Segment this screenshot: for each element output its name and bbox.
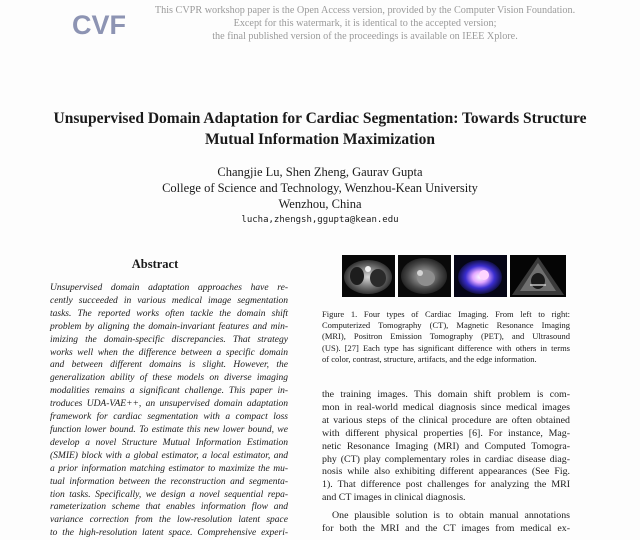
abstract-line: Unsupervised domain adaptation approaches have re- (50, 283, 288, 293)
watermark-line: This CVPR workshop paper is the Open Access version, provided by the Computer Vision Foundation. (154, 5, 576, 16)
body-line: with different physical properties [6]. For instance, Mag- (322, 427, 570, 439)
body-line: at various steps of the clinical procedure are often obtained (322, 414, 570, 426)
cvf-logo-text: CVF (72, 10, 126, 40)
body-line: mon in real-world medical diagnosis since medical images (322, 401, 570, 413)
paper-title (30, 108, 610, 150)
author-affiliation: College of Science and Technology, Wenzhou-Kean University (162, 181, 478, 195)
abstract-line: develop a novel Structure Mutual Information Estimation (50, 437, 288, 448)
abstract-line: rameterization scheme that enables information flow and (50, 502, 288, 513)
mri-image-panel (398, 255, 451, 297)
pet-image-panel (454, 255, 507, 297)
caption-line: (US). [27] Each type has significant difference with others in terms (322, 342, 570, 353)
intro-text (322, 389, 570, 536)
caption-line: Computerized Tomography (CT), Magnetic Resonance Imaging (322, 320, 570, 331)
abstract-line: imizing the domain-specific discrepancies. That strategy (50, 334, 288, 345)
abstract-line: (SMIE) block with a global estimator, a local estimator, and (50, 450, 288, 461)
abstract-line: framework for cardiac segmentation with a compact loss (50, 412, 288, 423)
watermark-line: Except for this watermark, it is identical to the accepted version; (233, 18, 497, 29)
body-line: nosis while also exhibiting different appearances (See Fig. (322, 466, 570, 478)
abstract-line: tasks. The reported works often tackle the domain shift (50, 308, 288, 319)
title-line: Unsupervised Domain Adaptation for Cardiac Segmentation: Towards Structure (53, 110, 587, 127)
abstract-line: and between different domains is slight. However, the (50, 360, 288, 371)
body-line: for both the MRI and the CT images from medical ex- (322, 523, 570, 535)
abstract-line: works well when the difference between a specific domain (50, 347, 288, 358)
caption-line: (MRI), Positron Emission Tomography (PET), and Ultrasound (322, 331, 570, 342)
title-line: Mutual Information Maximization (205, 131, 435, 148)
abstract-line: cently succeeded in various medical image segmentation (50, 295, 288, 306)
abstract-line: tion tasks. Specifically, we design a novel sequential repa- (50, 489, 288, 500)
abstract-heading: Abstract (131, 257, 179, 271)
author-block (60, 164, 580, 228)
abstract-line: a prior information matching estimator to maximize the mu- (50, 463, 288, 474)
paragraph-two (322, 510, 570, 536)
abstract-line: generalization ability of these models on diverse imaging (50, 373, 288, 384)
cvf-logo (70, 8, 130, 38)
author-email: lucha,zhengsh,ggupta@kean.edu (241, 215, 399, 225)
abstract-body (50, 282, 288, 540)
body-line: phy (CT) play complementary roles in cardiac disease diag- (322, 453, 570, 465)
body-line: the training images. This domain shift problem is com- (322, 389, 570, 400)
caption-line: of color, contrast, structure, artifacts, and the edge information. (322, 353, 537, 364)
author-names: Changjie Lu, Shen Zheng, Gaurav Gupta (217, 165, 423, 179)
abstract-line: variance correction from the low-resolution latent space (50, 515, 288, 526)
caption-line: Figure 1. Four types of Cardiac Imaging. From left to right: (322, 309, 570, 319)
body-line: 1). That difference post challenges for analyzing the MRI (322, 479, 570, 491)
ct-image-panel (342, 255, 395, 297)
body-line: One plausible solution is to obtain manual annotations (332, 510, 570, 522)
abstract-line: to the high-resolution latent space. Comprehensive experi- (50, 528, 288, 539)
body-line: netic Resonance Imaging (MRI) and Computed Tomogra- (322, 440, 570, 452)
abstract-line: function lower bound. To estimate this new lower bound, we (50, 424, 288, 435)
body-line: and CT images in clinical diagnosis. (322, 492, 466, 504)
author-location: Wenzhou, China (278, 197, 362, 211)
abstract-line: modalities remains a significant challenge. This paper in- (50, 386, 288, 397)
watermark-line: the final published version of the proceedings is available on IEEE Xplore. (212, 31, 518, 42)
open-access-watermark (150, 4, 580, 43)
abstract-line: problem by aligning the domain-invariant features and min- (50, 321, 288, 332)
cardiac-imaging-figure (342, 255, 566, 297)
abstract-line: tual information between the reconstruction and segmenta- (50, 476, 288, 487)
figure-caption (322, 309, 570, 365)
ultrasound-image-panel (510, 255, 566, 297)
abstract-line: troduces UDA-VAE++, an unsupervised domain adaptation (50, 399, 288, 410)
